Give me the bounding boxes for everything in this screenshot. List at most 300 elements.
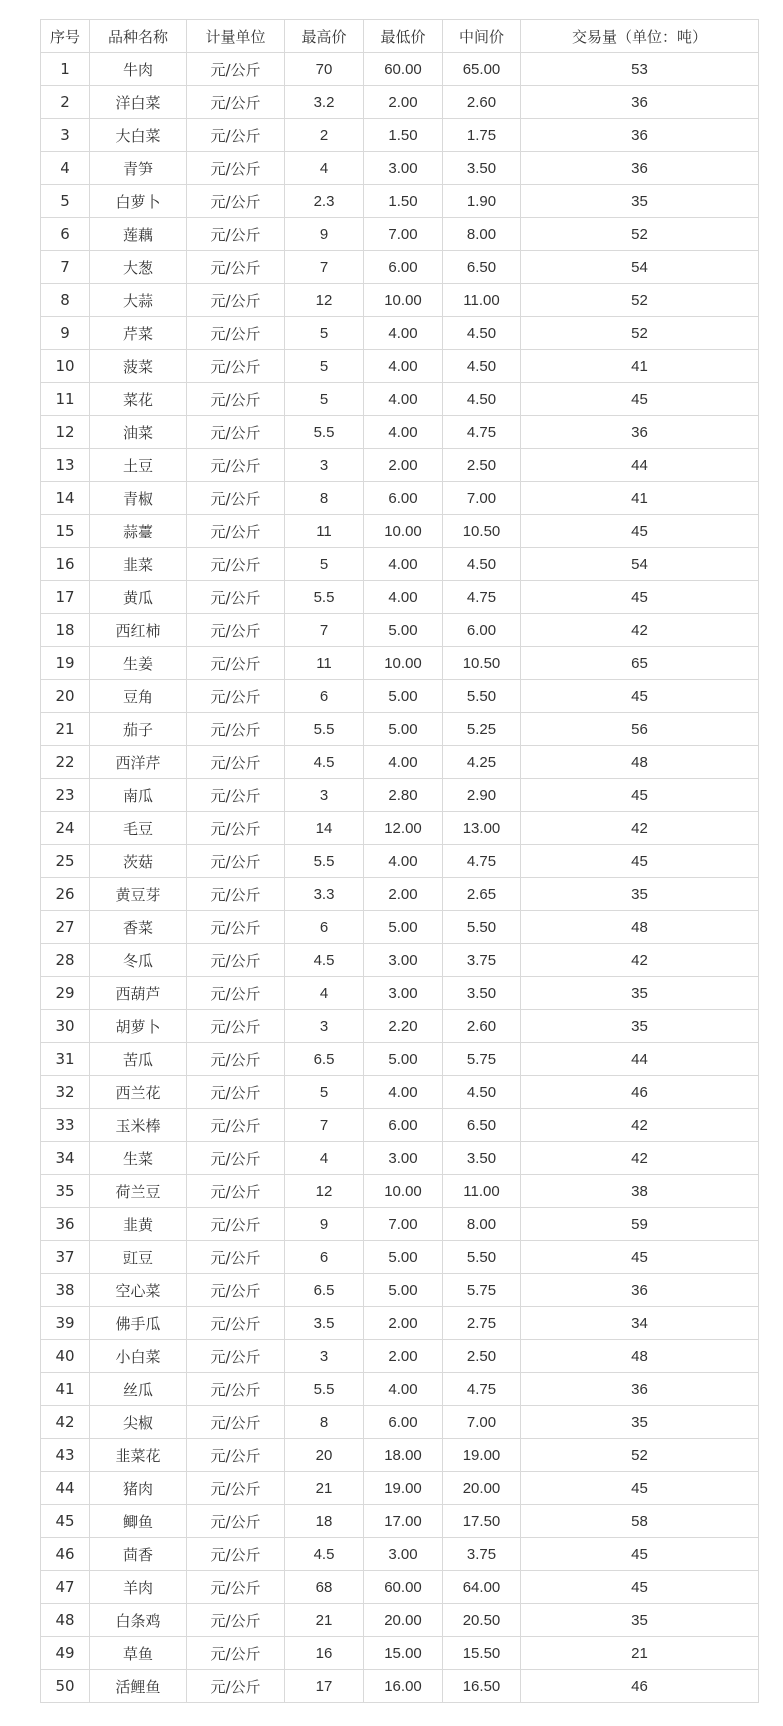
cell-unit: 元/公斤 [187,1274,285,1307]
cell-unit: 元/公斤 [187,185,285,218]
cell-volume: 54 [521,251,759,284]
cell-volume: 36 [521,1274,759,1307]
cell-highest-price: 5 [285,350,364,383]
cell-highest-price: 12 [285,284,364,317]
cell-middle-price: 4.75 [443,416,521,449]
cell-variety-name: 生菜 [90,1142,187,1175]
cell-variety-name: 茄子 [90,713,187,746]
cell-variety-name: 韭菜 [90,548,187,581]
cell-unit: 元/公斤 [187,1043,285,1076]
cell-unit: 元/公斤 [187,1571,285,1604]
cell-unit: 元/公斤 [187,1505,285,1538]
cell-index: 7 [41,251,90,284]
cell-index: 14 [41,482,90,515]
cell-middle-price: 5.75 [443,1274,521,1307]
cell-lowest-price: 5.00 [364,713,443,746]
cell-variety-name: 大蒜 [90,284,187,317]
cell-unit: 元/公斤 [187,1472,285,1505]
cell-middle-price: 3.75 [443,944,521,977]
cell-volume: 35 [521,1604,759,1637]
cell-unit: 元/公斤 [187,548,285,581]
cell-middle-price: 3.50 [443,152,521,185]
cell-volume: 45 [521,680,759,713]
cell-highest-price: 17 [285,1670,364,1703]
cell-middle-price: 2.60 [443,1010,521,1043]
table-row [41,1439,759,1472]
cell-variety-name: 草鱼 [90,1637,187,1670]
cell-middle-price: 1.75 [443,119,521,152]
cell-variety-name: 豆角 [90,680,187,713]
cell-index: 37 [41,1241,90,1274]
header-index: 序号 [41,20,90,53]
cell-highest-price: 4.5 [285,746,364,779]
cell-highest-price: 20 [285,1439,364,1472]
cell-highest-price: 9 [285,218,364,251]
table-row [41,548,759,581]
cell-middle-price: 2.75 [443,1307,521,1340]
cell-lowest-price: 3.00 [364,944,443,977]
cell-variety-name: 羊肉 [90,1571,187,1604]
cell-highest-price: 3 [285,449,364,482]
cell-lowest-price: 10.00 [364,515,443,548]
cell-lowest-price: 19.00 [364,1472,443,1505]
cell-volume: 48 [521,746,759,779]
cell-highest-price: 3.3 [285,878,364,911]
cell-middle-price: 5.50 [443,911,521,944]
cell-index: 18 [41,614,90,647]
cell-variety-name: 菜花 [90,383,187,416]
cell-volume: 44 [521,449,759,482]
cell-unit: 元/公斤 [187,482,285,515]
cell-highest-price: 9 [285,1208,364,1241]
cell-index: 42 [41,1406,90,1439]
cell-unit: 元/公斤 [187,1208,285,1241]
cell-highest-price: 4 [285,977,364,1010]
cell-highest-price: 6 [285,911,364,944]
table-row [41,1505,759,1538]
cell-middle-price: 6.00 [443,614,521,647]
cell-middle-price: 7.00 [443,1406,521,1439]
cell-lowest-price: 6.00 [364,1109,443,1142]
cell-highest-price: 3.2 [285,86,364,119]
cell-volume: 42 [521,1142,759,1175]
cell-index: 49 [41,1637,90,1670]
cell-volume: 45 [521,779,759,812]
cell-lowest-price: 17.00 [364,1505,443,1538]
cell-lowest-price: 5.00 [364,911,443,944]
cell-middle-price: 15.50 [443,1637,521,1670]
cell-variety-name: 牛肉 [90,53,187,86]
cell-unit: 元/公斤 [187,614,285,647]
cell-unit: 元/公斤 [187,218,285,251]
cell-variety-name: 毛豆 [90,812,187,845]
cell-unit: 元/公斤 [187,812,285,845]
cell-unit: 元/公斤 [187,1670,285,1703]
table-row [41,713,759,746]
cell-variety-name: 豇豆 [90,1241,187,1274]
cell-volume: 54 [521,548,759,581]
cell-index: 44 [41,1472,90,1505]
cell-volume: 45 [521,383,759,416]
cell-variety-name: 黄瓜 [90,581,187,614]
cell-highest-price: 4.5 [285,1538,364,1571]
cell-volume: 36 [521,86,759,119]
cell-volume: 38 [521,1175,759,1208]
cell-lowest-price: 2.80 [364,779,443,812]
cell-lowest-price: 3.00 [364,977,443,1010]
cell-middle-price: 6.50 [443,251,521,284]
cell-unit: 元/公斤 [187,1637,285,1670]
price-table [40,19,759,1703]
cell-variety-name: 油菜 [90,416,187,449]
table-row [41,1538,759,1571]
header-unit: 计量单位 [187,20,285,53]
cell-lowest-price: 3.00 [364,1142,443,1175]
cell-highest-price: 6.5 [285,1274,364,1307]
cell-lowest-price: 10.00 [364,1175,443,1208]
cell-unit: 元/公斤 [187,1010,285,1043]
cell-variety-name: 黄豆芽 [90,878,187,911]
table-header [41,20,759,53]
cell-index: 40 [41,1340,90,1373]
cell-lowest-price: 2.00 [364,86,443,119]
cell-index: 11 [41,383,90,416]
cell-unit: 元/公斤 [187,1406,285,1439]
cell-middle-price: 1.90 [443,185,521,218]
cell-middle-price: 4.75 [443,845,521,878]
cell-variety-name: 西红柿 [90,614,187,647]
cell-highest-price: 11 [285,647,364,680]
cell-lowest-price: 5.00 [364,614,443,647]
cell-volume: 36 [521,152,759,185]
cell-unit: 元/公斤 [187,977,285,1010]
cell-middle-price: 65.00 [443,53,521,86]
cell-variety-name: 芹菜 [90,317,187,350]
cell-highest-price: 5 [285,383,364,416]
cell-variety-name: 活鲤鱼 [90,1670,187,1703]
cell-volume: 35 [521,1406,759,1439]
cell-lowest-price: 4.00 [364,581,443,614]
cell-lowest-price: 7.00 [364,1208,443,1241]
cell-highest-price: 16 [285,1637,364,1670]
cell-highest-price: 5.5 [285,845,364,878]
cell-lowest-price: 4.00 [364,746,443,779]
cell-variety-name: 大葱 [90,251,187,284]
cell-unit: 元/公斤 [187,86,285,119]
cell-middle-price: 4.75 [443,581,521,614]
cell-index: 8 [41,284,90,317]
cell-volume: 36 [521,119,759,152]
table-row [41,680,759,713]
cell-lowest-price: 4.00 [364,1373,443,1406]
cell-highest-price: 7 [285,614,364,647]
cell-middle-price: 11.00 [443,1175,521,1208]
cell-lowest-price: 60.00 [364,53,443,86]
table-row [41,647,759,680]
cell-unit: 元/公斤 [187,680,285,713]
cell-lowest-price: 2.00 [364,1307,443,1340]
cell-highest-price: 5.5 [285,1373,364,1406]
cell-middle-price: 2.60 [443,86,521,119]
cell-index: 29 [41,977,90,1010]
cell-variety-name: 空心菜 [90,1274,187,1307]
table-row [41,812,759,845]
cell-volume: 48 [521,1340,759,1373]
cell-index: 2 [41,86,90,119]
cell-unit: 元/公斤 [187,1076,285,1109]
table-row [41,1307,759,1340]
cell-variety-name: 小白菜 [90,1340,187,1373]
cell-highest-price: 8 [285,482,364,515]
cell-unit: 元/公斤 [187,1142,285,1175]
table-row [41,350,759,383]
cell-index: 1 [41,53,90,86]
cell-highest-price: 6 [285,1241,364,1274]
cell-lowest-price: 10.00 [364,284,443,317]
cell-variety-name: 荷兰豆 [90,1175,187,1208]
cell-highest-price: 5.5 [285,713,364,746]
cell-variety-name: 生姜 [90,647,187,680]
cell-variety-name: 青笋 [90,152,187,185]
cell-middle-price: 20.50 [443,1604,521,1637]
cell-volume: 52 [521,317,759,350]
table-row [41,1406,759,1439]
table-row [41,1340,759,1373]
table-row [41,1241,759,1274]
cell-variety-name: 胡萝卜 [90,1010,187,1043]
cell-middle-price: 64.00 [443,1571,521,1604]
cell-highest-price: 5.5 [285,581,364,614]
header-highest-price: 最高价 [285,20,364,53]
table-row [41,878,759,911]
cell-variety-name: 香菜 [90,911,187,944]
cell-lowest-price: 60.00 [364,1571,443,1604]
cell-unit: 元/公斤 [187,317,285,350]
cell-volume: 41 [521,482,759,515]
cell-middle-price: 6.50 [443,1109,521,1142]
cell-index: 31 [41,1043,90,1076]
cell-lowest-price: 20.00 [364,1604,443,1637]
cell-index: 45 [41,1505,90,1538]
table-row [41,1472,759,1505]
cell-middle-price: 4.50 [443,548,521,581]
cell-volume: 36 [521,416,759,449]
cell-variety-name: 玉米棒 [90,1109,187,1142]
cell-lowest-price: 16.00 [364,1670,443,1703]
cell-index: 24 [41,812,90,845]
table-row [41,416,759,449]
cell-middle-price: 2.50 [443,1340,521,1373]
cell-middle-price: 7.00 [443,482,521,515]
cell-unit: 元/公斤 [187,647,285,680]
cell-index: 36 [41,1208,90,1241]
cell-variety-name: 莲藕 [90,218,187,251]
cell-highest-price: 8 [285,1406,364,1439]
table-row [41,53,759,86]
cell-highest-price: 7 [285,251,364,284]
cell-unit: 元/公斤 [187,119,285,152]
cell-middle-price: 10.50 [443,647,521,680]
header-lowest-price: 最低价 [364,20,443,53]
cell-lowest-price: 7.00 [364,218,443,251]
cell-index: 12 [41,416,90,449]
cell-index: 35 [41,1175,90,1208]
cell-volume: 45 [521,1538,759,1571]
cell-variety-name: 白条鸡 [90,1604,187,1637]
cell-lowest-price: 4.00 [364,350,443,383]
cell-volume: 35 [521,185,759,218]
table-row [41,515,759,548]
cell-highest-price: 7 [285,1109,364,1142]
cell-volume: 58 [521,1505,759,1538]
cell-middle-price: 3.50 [443,1142,521,1175]
cell-variety-name: 佛手瓜 [90,1307,187,1340]
cell-lowest-price: 3.00 [364,1538,443,1571]
cell-lowest-price: 4.00 [364,383,443,416]
cell-unit: 元/公斤 [187,1307,285,1340]
cell-highest-price: 3 [285,1340,364,1373]
cell-middle-price: 16.50 [443,1670,521,1703]
cell-lowest-price: 5.00 [364,1274,443,1307]
cell-variety-name: 尖椒 [90,1406,187,1439]
cell-middle-price: 2.65 [443,878,521,911]
header-row [41,20,759,53]
cell-unit: 元/公斤 [187,1439,285,1472]
cell-variety-name: 丝瓜 [90,1373,187,1406]
cell-variety-name: 西兰花 [90,1076,187,1109]
cell-volume: 42 [521,614,759,647]
table-row [41,218,759,251]
cell-highest-price: 4.5 [285,944,364,977]
cell-index: 26 [41,878,90,911]
header-volume: 交易量（单位：吨） [521,20,759,53]
cell-lowest-price: 1.50 [364,119,443,152]
cell-middle-price: 4.50 [443,383,521,416]
cell-lowest-price: 2.00 [364,878,443,911]
cell-index: 28 [41,944,90,977]
cell-index: 27 [41,911,90,944]
cell-unit: 元/公斤 [187,416,285,449]
cell-index: 16 [41,548,90,581]
cell-highest-price: 18 [285,1505,364,1538]
cell-volume: 45 [521,1472,759,1505]
cell-lowest-price: 6.00 [364,251,443,284]
cell-lowest-price: 5.00 [364,1043,443,1076]
cell-variety-name: 韭黄 [90,1208,187,1241]
cell-highest-price: 3 [285,779,364,812]
cell-index: 10 [41,350,90,383]
table-row [41,1076,759,1109]
cell-index: 13 [41,449,90,482]
cell-index: 32 [41,1076,90,1109]
cell-volume: 52 [521,284,759,317]
table-row [41,185,759,218]
cell-unit: 元/公斤 [187,845,285,878]
cell-highest-price: 68 [285,1571,364,1604]
table-row [41,845,759,878]
table-row [41,449,759,482]
table-row [41,482,759,515]
cell-volume: 53 [521,53,759,86]
cell-lowest-price: 3.00 [364,152,443,185]
cell-unit: 元/公斤 [187,1340,285,1373]
cell-variety-name: 白萝卜 [90,185,187,218]
table-row [41,86,759,119]
cell-middle-price: 8.00 [443,218,521,251]
table-row [41,1670,759,1703]
cell-unit: 元/公斤 [187,1241,285,1274]
cell-lowest-price: 6.00 [364,1406,443,1439]
cell-unit: 元/公斤 [187,1604,285,1637]
cell-lowest-price: 18.00 [364,1439,443,1472]
cell-unit: 元/公斤 [187,713,285,746]
table-row [41,1604,759,1637]
cell-highest-price: 2 [285,119,364,152]
cell-middle-price: 19.00 [443,1439,521,1472]
cell-lowest-price: 10.00 [364,647,443,680]
cell-lowest-price: 4.00 [364,416,443,449]
cell-middle-price: 5.25 [443,713,521,746]
cell-volume: 56 [521,713,759,746]
cell-unit: 元/公斤 [187,152,285,185]
cell-unit: 元/公斤 [187,383,285,416]
cell-highest-price: 5 [285,1076,364,1109]
cell-volume: 45 [521,1571,759,1604]
header-variety-name: 品种名称 [90,20,187,53]
cell-volume: 45 [521,581,759,614]
cell-volume: 42 [521,812,759,845]
cell-unit: 元/公斤 [187,581,285,614]
cell-index: 41 [41,1373,90,1406]
cell-highest-price: 4 [285,1142,364,1175]
cell-variety-name: 冬瓜 [90,944,187,977]
cell-index: 39 [41,1307,90,1340]
cell-unit: 元/公斤 [187,53,285,86]
cell-variety-name: 南瓜 [90,779,187,812]
cell-middle-price: 11.00 [443,284,521,317]
cell-middle-price: 4.75 [443,1373,521,1406]
table-row [41,1208,759,1241]
cell-variety-name: 大白菜 [90,119,187,152]
table-row [41,746,759,779]
cell-volume: 44 [521,1043,759,1076]
cell-unit: 元/公斤 [187,1175,285,1208]
cell-middle-price: 5.50 [443,680,521,713]
cell-index: 20 [41,680,90,713]
cell-index: 5 [41,185,90,218]
cell-lowest-price: 5.00 [364,1241,443,1274]
cell-highest-price: 6.5 [285,1043,364,1076]
cell-variety-name: 青椒 [90,482,187,515]
cell-highest-price: 3 [285,1010,364,1043]
cell-variety-name: 西葫芦 [90,977,187,1010]
cell-index: 3 [41,119,90,152]
cell-highest-price: 2.3 [285,185,364,218]
cell-index: 17 [41,581,90,614]
cell-unit: 元/公斤 [187,515,285,548]
table-row [41,1637,759,1670]
table-row [41,383,759,416]
cell-lowest-price: 1.50 [364,185,443,218]
cell-volume: 46 [521,1076,759,1109]
cell-index: 19 [41,647,90,680]
cell-index: 38 [41,1274,90,1307]
table-row [41,119,759,152]
cell-variety-name: 洋白菜 [90,86,187,119]
table-row [41,581,759,614]
cell-highest-price: 14 [285,812,364,845]
table-row [41,284,759,317]
